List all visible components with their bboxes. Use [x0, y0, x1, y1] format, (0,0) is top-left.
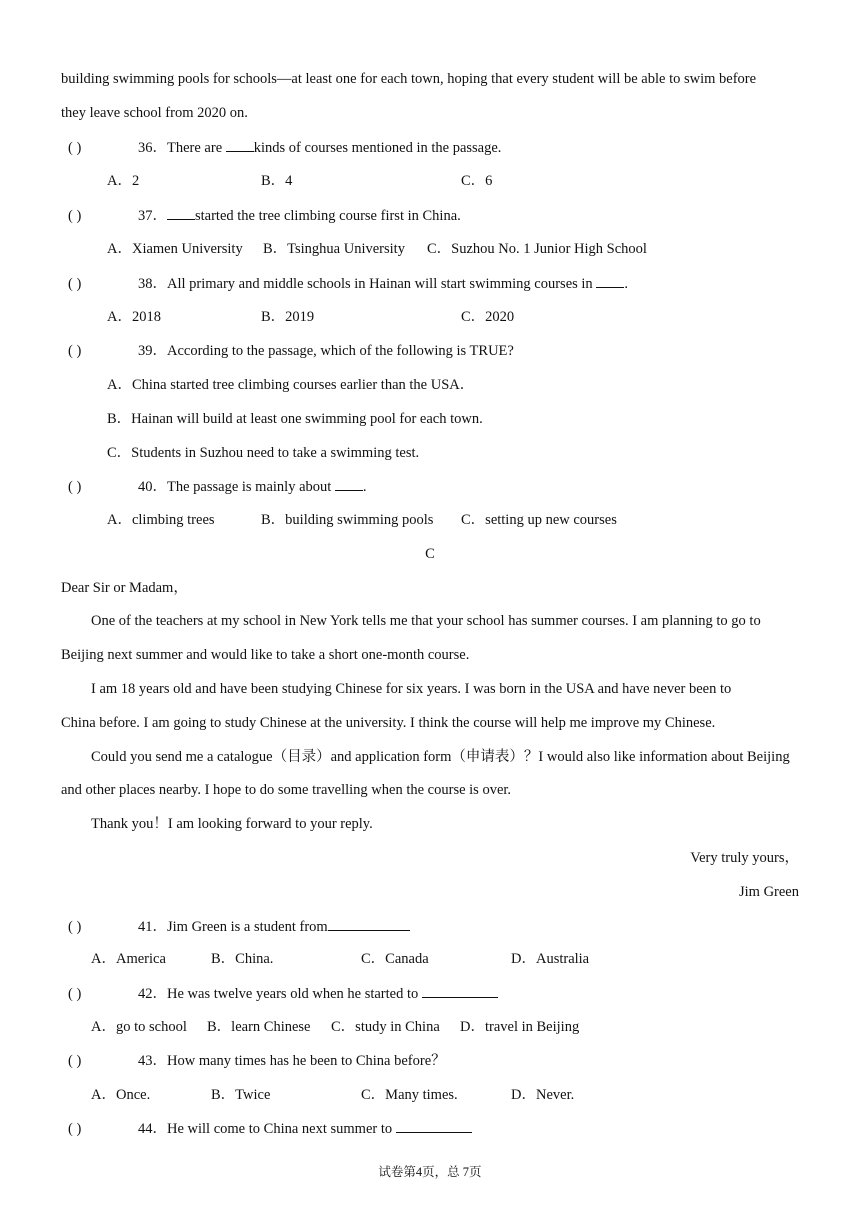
- question-38: [68, 274, 628, 293]
- option-c[interactable]: C．2020: [461, 309, 515, 325]
- answer-paren[interactable]: ( ): [68, 479, 82, 495]
- question-text: 44．He will come to China next summer to: [138, 1121, 396, 1137]
- answer-paren[interactable]: ( ): [68, 276, 82, 292]
- letter-salutation: Dear Sir or Madam，: [61, 580, 188, 596]
- option-a[interactable]: A．go to school: [91, 1019, 187, 1035]
- answer-paren[interactable]: ( ): [68, 1121, 82, 1137]
- option-a[interactable]: A．China started tree climbing courses earlier than the USA．: [107, 377, 475, 393]
- option-a[interactable]: A．Xiamen University: [107, 241, 243, 257]
- letter-line: I am 18 years old and have been studying Chinese for six years. I was born in the USA and have never been to: [91, 681, 732, 697]
- answer-paren[interactable]: ( ): [68, 1053, 82, 1069]
- section-heading: C: [425, 546, 435, 562]
- letter-closing: Very truly yours，: [690, 850, 799, 866]
- letter-signature: Jim Green: [739, 884, 799, 900]
- option-d[interactable]: D．travel in Beijing: [460, 1019, 580, 1035]
- letter-line: Thank you！I am looking forward to your reply.: [91, 816, 373, 832]
- question-39: [68, 342, 514, 360]
- passage-line: they leave school from 2020 on.: [61, 105, 248, 121]
- answer-blank[interactable]: [328, 917, 410, 931]
- option-c[interactable]: C．Suzhou No. 1 Junior High School: [427, 241, 647, 257]
- option-c[interactable]: C．Canada: [361, 951, 429, 967]
- question-text: .: [624, 276, 628, 292]
- question-text: .: [362, 479, 367, 495]
- answer-paren[interactable]: ( ): [68, 986, 82, 1002]
- question-text: 42．He was twelve years old when he started to: [138, 986, 422, 1002]
- answer-blank[interactable]: [335, 477, 363, 491]
- option-b[interactable]: B．Twice: [211, 1087, 271, 1103]
- option-a[interactable]: A．2018: [107, 309, 161, 325]
- option-b[interactable]: B．4: [261, 173, 293, 189]
- question-text: 36．There are: [138, 140, 226, 156]
- question-36: [68, 138, 501, 157]
- answer-blank[interactable]: [396, 1119, 472, 1133]
- option-c[interactable]: C．6: [461, 173, 493, 189]
- letter-line: One of the teachers at my school in New York tells me that your school has summer courses. I am planning to go to: [91, 613, 761, 629]
- question-41: [68, 917, 410, 936]
- question-text: 43．How many times has he been to China before？: [138, 1053, 446, 1069]
- answer-paren[interactable]: ( ): [68, 208, 82, 224]
- question-text: 38．All primary and middle schools in Hainan will start swimming courses in: [138, 276, 597, 292]
- option-a[interactable]: A．climbing trees: [107, 512, 215, 528]
- question-text: 39．According to the passage, which of the following is TRUE?: [138, 343, 514, 359]
- option-c[interactable]: C．setting up new courses: [461, 512, 617, 528]
- question-text: kinds of courses mentioned in the passage.: [253, 140, 502, 156]
- question-text: 40．The passage is mainly about: [138, 479, 335, 495]
- answer-blank[interactable]: [226, 138, 254, 152]
- question-text: started the tree climbing course first in China.: [195, 208, 461, 224]
- option-b[interactable]: B．Tsinghua University: [263, 241, 405, 257]
- question-40: [68, 477, 367, 496]
- answer-blank[interactable]: [422, 984, 498, 998]
- letter-line: China before. I am going to study Chinese at the university. I think the course will help me improve my Chinese.: [61, 715, 716, 731]
- answer-paren[interactable]: ( ): [68, 919, 82, 935]
- option-b[interactable]: B．2019: [261, 309, 315, 325]
- option-b[interactable]: B．China.: [211, 951, 274, 967]
- question-44: [68, 1119, 472, 1138]
- option-a[interactable]: A．Once.: [91, 1087, 151, 1103]
- question-42: [68, 984, 498, 1003]
- question-text: 37．: [138, 208, 167, 224]
- letter-line: Beijing next summer and would like to take a short one-month course.: [61, 647, 470, 663]
- option-c[interactable]: C．study in China: [331, 1019, 440, 1035]
- question-text: 41．Jim Green is a student from: [138, 919, 328, 935]
- answer-paren[interactable]: ( ): [68, 140, 82, 156]
- question-43: [68, 1052, 446, 1070]
- answer-paren[interactable]: ( ): [68, 343, 82, 359]
- option-b[interactable]: B．building swimming pools: [261, 512, 434, 528]
- option-a[interactable]: A．America: [91, 951, 166, 967]
- option-c[interactable]: C．Students in Suzhou need to take a swimming test.: [107, 445, 420, 461]
- passage-line: building swimming pools for schools—at least one for each town, hoping that every student will be able to swim before: [61, 71, 757, 87]
- option-b[interactable]: B．Hainan will build at least one swimming pool for each town.: [107, 411, 483, 427]
- letter-line: and other places nearby. I hope to do some travelling when the course is over.: [61, 782, 512, 798]
- answer-blank[interactable]: [167, 206, 195, 220]
- page-footer: 试卷第4页，总 7页: [378, 1165, 482, 1179]
- letter-line: Could you send me a catalogue（目录）and application form（申请表）？I would also like information about Beijing: [91, 749, 790, 765]
- option-a[interactable]: A．2: [107, 173, 140, 189]
- option-d[interactable]: D．Never.: [511, 1087, 575, 1103]
- option-c[interactable]: C．Many times.: [361, 1087, 458, 1103]
- answer-blank[interactable]: [596, 274, 624, 288]
- question-37: [68, 206, 461, 225]
- option-b[interactable]: B．learn Chinese: [207, 1019, 311, 1035]
- option-d[interactable]: D．Australia: [511, 951, 590, 967]
